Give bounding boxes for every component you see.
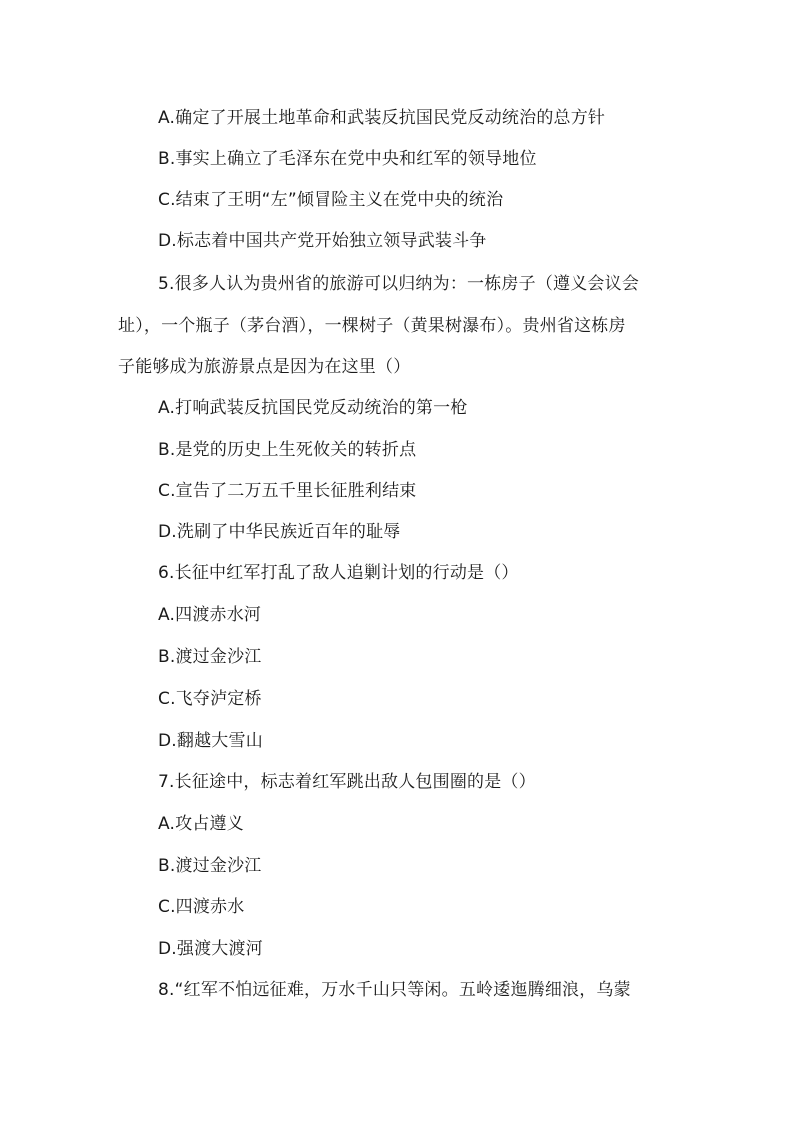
q4-option-b: B.事实上确立了毛泽东在党中央和红军的领导地位 [158, 149, 537, 169]
q7-option-c: C.四渡赤水 [158, 897, 245, 917]
q6-option-d: D.翻越大雪山 [158, 731, 263, 751]
q7-option-d: D.强渡大渡河 [158, 939, 263, 959]
q5-stem-line-1: 5.很多人认为贵州省的旅游可以归纳为：一栋房子（遵义会议会 [158, 274, 640, 294]
q7-option-a: A.攻占遵义 [158, 814, 244, 834]
q5-option-d: D.洗刷了中华民族近百年的耻辱 [158, 522, 401, 542]
q6-option-b: B.渡过金沙江 [158, 647, 262, 667]
q6-stem: 6.长征中红军打乱了敌人追剿计划的行动是（） [158, 563, 519, 583]
q7-option-b: B.渡过金沙江 [158, 856, 262, 876]
q5-option-b: B.是党的历史上生死攸关的转折点 [158, 440, 417, 460]
q8-stem-line-1: 8.“红军不怕远征难，万水千山只等闲。五岭逶迤腾细浪，乌蒙 [158, 980, 631, 1000]
q4-option-c: C.结束了王明“左”倾冒险主义在党中央的统治 [158, 190, 504, 210]
q5-option-a: A.打响武装反抗国民党反动统治的第一枪 [158, 398, 468, 418]
q4-option-a: A.确定了开展土地革命和武装反抗国民党反动统治的总方针 [158, 108, 606, 128]
q4-option-d: D.标志着中国共产党开始独立领导武装斗争 [158, 231, 487, 251]
q5-option-c: C.宣告了二万五千里长征胜利结束 [158, 481, 417, 501]
q5-stem-line-2: 址），一个瓶子（茅台酒），一棵树子（黄果树瀑布）。贵州省这栋房 [118, 316, 626, 336]
q5-stem-line-3: 子能够成为旅游景点是因为在这里（） [118, 357, 411, 377]
q6-option-a: A.四渡赤水河 [158, 605, 262, 625]
q6-option-c: C.飞夺泸定桥 [158, 689, 262, 709]
q7-stem: 7.长征途中，标志着红军跳出敌人包围圈的是（） [158, 772, 536, 792]
